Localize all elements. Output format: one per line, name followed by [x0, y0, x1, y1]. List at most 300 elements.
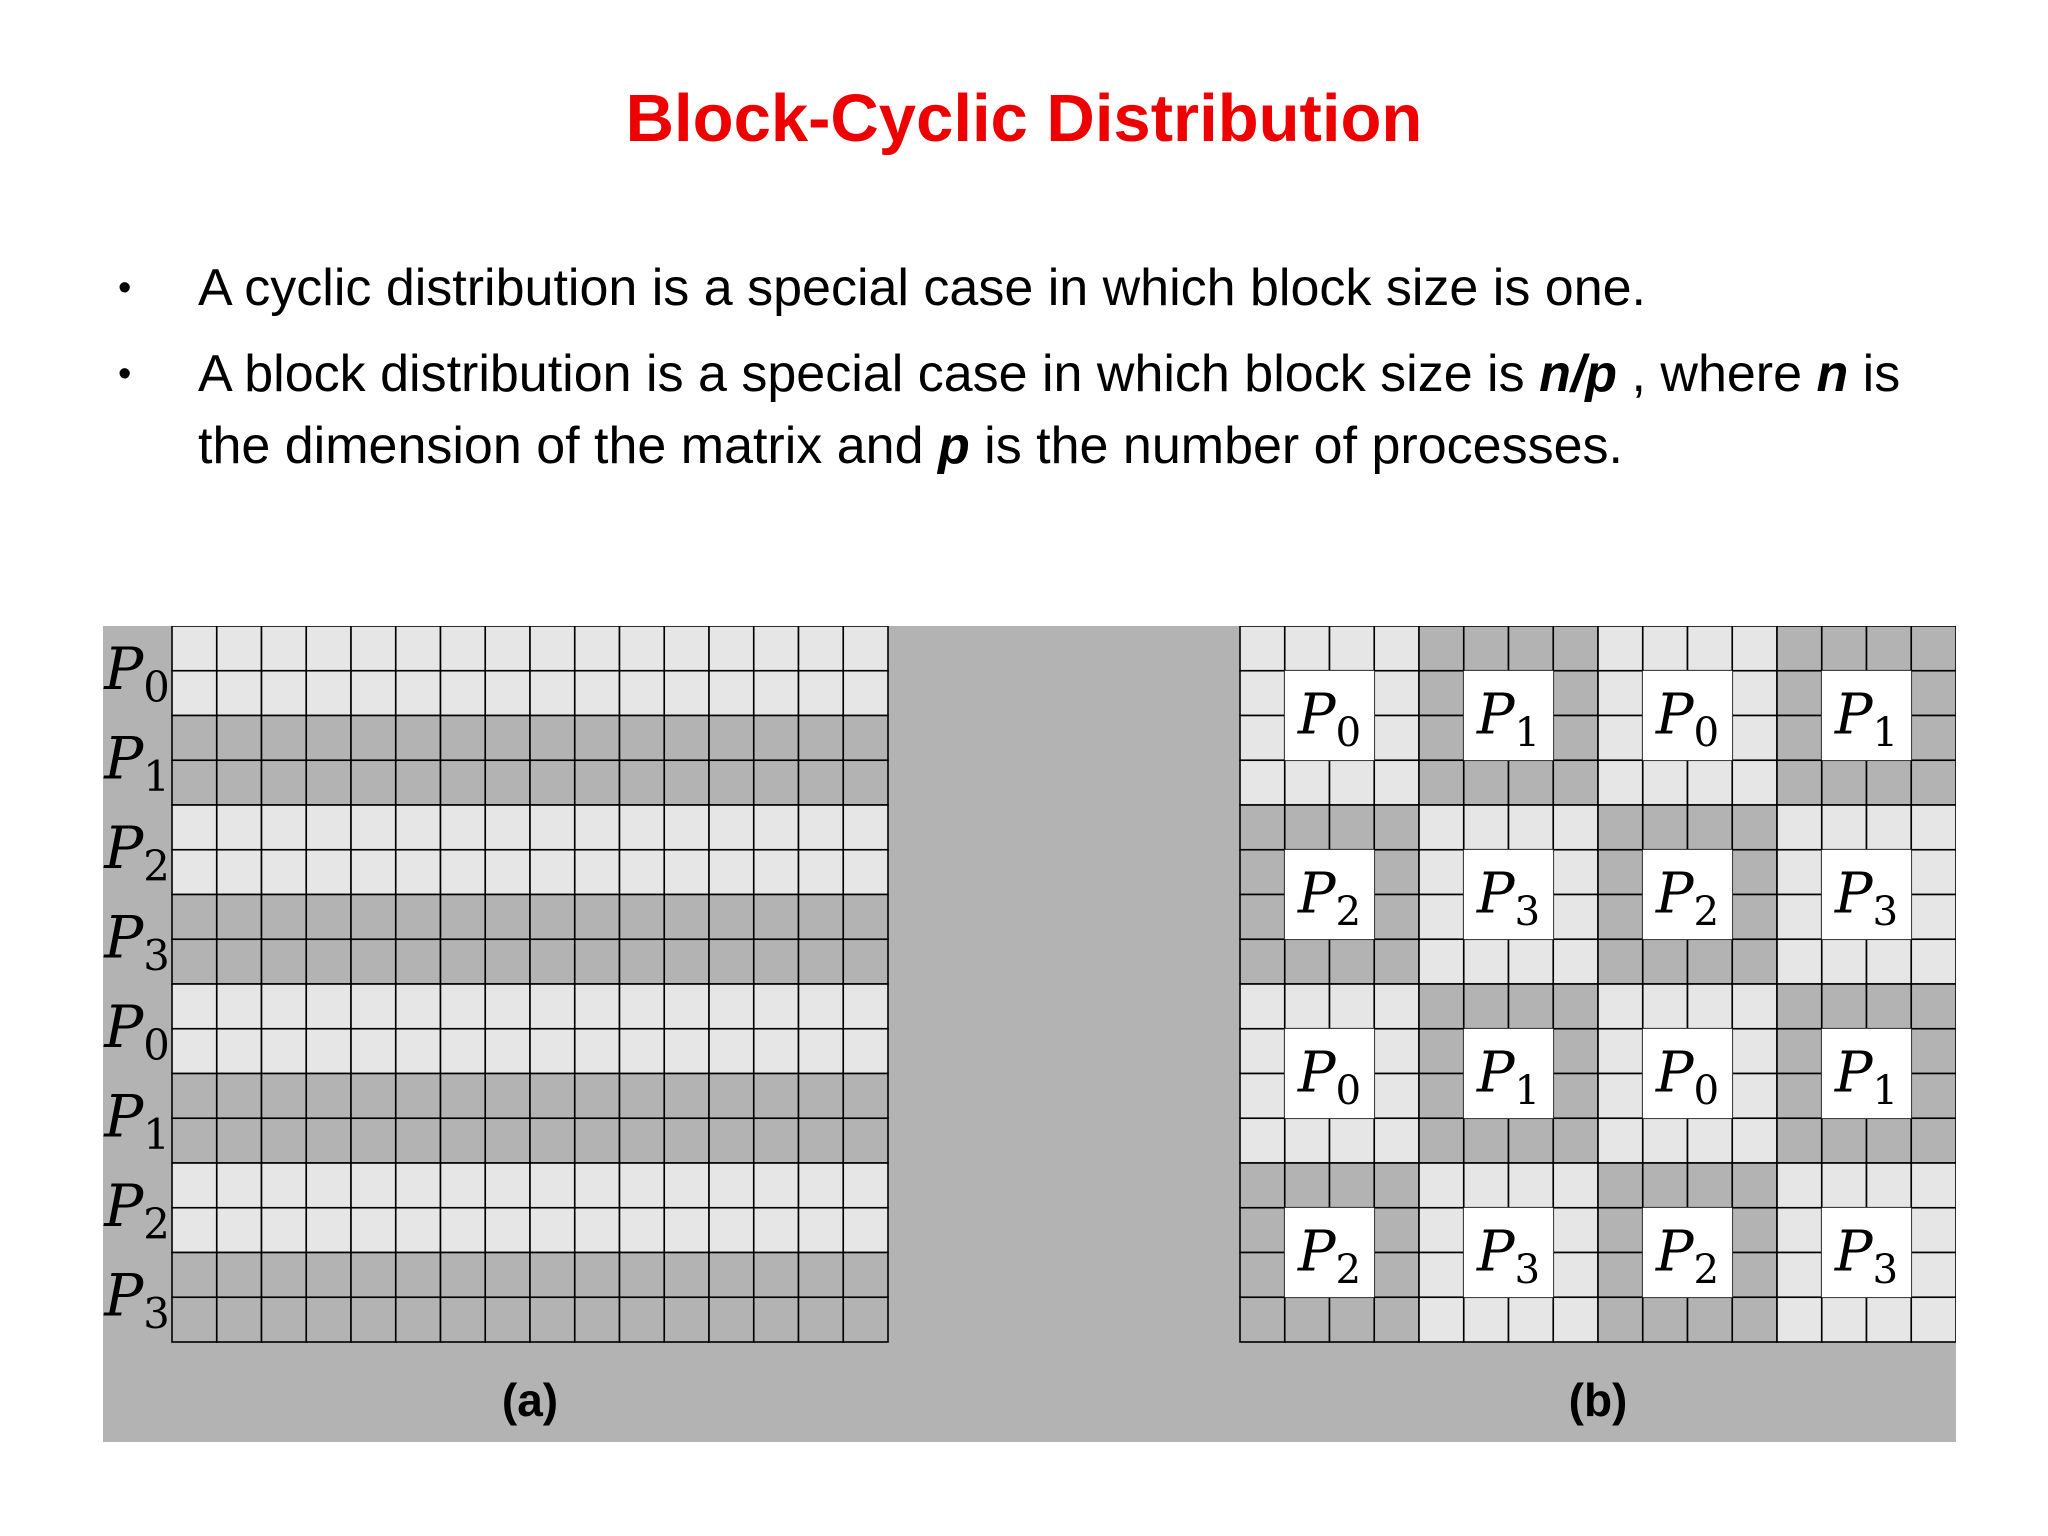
grid-cell — [1867, 760, 1912, 805]
grid-cell — [1374, 760, 1419, 805]
process-label: $P_0$ — [1655, 682, 1720, 756]
grid-cell — [1598, 1253, 1643, 1298]
grid-cell — [262, 850, 307, 895]
grid-cell — [1598, 939, 1643, 984]
grid-cell — [1509, 1297, 1554, 1342]
grid-cell — [530, 1253, 575, 1298]
grid-cell — [172, 1253, 217, 1298]
grid-cell — [1688, 805, 1733, 850]
grid-cell — [172, 760, 217, 805]
grid-cell — [799, 1253, 844, 1298]
grid-cell — [1374, 1208, 1419, 1253]
grid-cell — [620, 1297, 665, 1342]
grid-cell — [1732, 716, 1777, 761]
process-label: $P_3$ — [1834, 1219, 1899, 1293]
grid-cell — [1553, 626, 1598, 671]
grid-cell — [575, 805, 620, 850]
grid-cell — [664, 760, 709, 805]
grid-cell — [1911, 1297, 1956, 1342]
grid-cell — [351, 1118, 396, 1163]
grid-cell — [1240, 671, 1285, 716]
grid-cell — [1643, 984, 1688, 1029]
bullet-text-part: A cyclic distribution is a special case in which block size is one. — [198, 259, 1646, 317]
grid-cell — [396, 939, 441, 984]
process-label: $P_3$ — [104, 903, 170, 981]
grid-cell — [1911, 760, 1956, 805]
grid-cell — [575, 671, 620, 716]
distribution-diagram — [103, 626, 1956, 1442]
grid-cell — [530, 760, 575, 805]
grid-cell — [396, 1074, 441, 1119]
grid-cell — [1285, 760, 1330, 805]
grid-cell — [262, 1029, 307, 1074]
grid-cell — [396, 671, 441, 716]
grid-cell — [620, 1118, 665, 1163]
grid-cell — [351, 1029, 396, 1074]
grid-cell — [843, 1074, 888, 1119]
grid-cell — [1240, 939, 1285, 984]
grid-cell — [396, 895, 441, 940]
grid-cell — [1330, 1163, 1375, 1208]
grid-cell — [754, 1163, 799, 1208]
grid-cell — [1822, 939, 1867, 984]
grid-cell — [262, 984, 307, 1029]
grid-cell — [620, 716, 665, 761]
grid-cell — [485, 805, 530, 850]
grid-cell — [1732, 1208, 1777, 1253]
grid-cell — [1867, 805, 1912, 850]
grid-cell — [664, 1029, 709, 1074]
grid-cell — [485, 1029, 530, 1074]
grid-cell — [1285, 1118, 1330, 1163]
grid-cell — [1240, 1163, 1285, 1208]
grid-cell — [306, 626, 351, 671]
grid-cell — [1777, 1208, 1822, 1253]
grid-cell — [843, 1163, 888, 1208]
grid-cell — [217, 1029, 262, 1074]
grid-cell — [1911, 805, 1956, 850]
grid-cell — [575, 984, 620, 1029]
grid-cell — [1374, 805, 1419, 850]
grid-cell — [709, 671, 754, 716]
grid-cell — [1240, 1253, 1285, 1298]
process-label: $P_3$ — [104, 1261, 170, 1339]
process-label: $P_1$ — [104, 1082, 170, 1160]
grid-cell — [262, 939, 307, 984]
grid-cell — [262, 1163, 307, 1208]
grid-cell — [709, 716, 754, 761]
grid-cell — [1553, 1029, 1598, 1074]
grid-cell — [306, 1118, 351, 1163]
grid-cell — [843, 1208, 888, 1253]
grid-cell — [262, 1208, 307, 1253]
grid-cell — [1419, 1253, 1464, 1298]
grid-cell — [1598, 850, 1643, 895]
grid-cell — [1330, 760, 1375, 805]
panel-b-block-cyclic-distribution — [1240, 626, 1956, 1426]
grid-cell — [217, 1297, 262, 1342]
grid-cell — [1732, 1163, 1777, 1208]
grid-cell — [1867, 1297, 1912, 1342]
grid-cell — [843, 1297, 888, 1342]
grid-cell — [1911, 984, 1956, 1029]
grid-cell — [1732, 939, 1777, 984]
grid-cell — [799, 1074, 844, 1119]
grid-cell — [1419, 1118, 1464, 1163]
grid-cell — [1911, 716, 1956, 761]
grid-cell — [172, 805, 217, 850]
grid-cell — [709, 1074, 754, 1119]
grid-cell — [799, 850, 844, 895]
grid-cell — [1240, 895, 1285, 940]
grid-cell — [620, 671, 665, 716]
grid-cell — [620, 626, 665, 671]
grid-cell — [1777, 626, 1822, 671]
grid-cell — [396, 1297, 441, 1342]
grid-cell — [172, 1074, 217, 1119]
grid-cell — [1509, 939, 1554, 984]
grid-cell — [664, 939, 709, 984]
grid-cell — [1240, 1297, 1285, 1342]
grid-cell — [1285, 1163, 1330, 1208]
grid-cell — [1374, 939, 1419, 984]
grid-cell — [709, 760, 754, 805]
grid-cell — [1777, 716, 1822, 761]
grid-cell — [575, 760, 620, 805]
grid-cell — [485, 984, 530, 1029]
grid-cell — [1598, 626, 1643, 671]
grid-cell — [843, 671, 888, 716]
grid-cell — [485, 1253, 530, 1298]
grid-cell — [1240, 1208, 1285, 1253]
grid-cell — [754, 626, 799, 671]
grid-cell — [172, 716, 217, 761]
grid-cell — [1777, 984, 1822, 1029]
grid-cell — [396, 1208, 441, 1253]
grid-cell — [1464, 1118, 1509, 1163]
grid-cell — [799, 1118, 844, 1163]
grid-cell — [530, 1118, 575, 1163]
grid-cell — [799, 895, 844, 940]
grid-cell — [351, 1208, 396, 1253]
grid-cell — [754, 1074, 799, 1119]
grid-cell — [1330, 626, 1375, 671]
grid-cell — [1240, 1118, 1285, 1163]
grid-cell — [262, 760, 307, 805]
grid-cell — [217, 716, 262, 761]
grid-cell — [217, 805, 262, 850]
grid-cell — [306, 895, 351, 940]
grid-cell — [620, 760, 665, 805]
grid-cell — [1285, 805, 1330, 850]
bullet-list — [118, 252, 1968, 496]
grid-cell — [1598, 984, 1643, 1029]
grid-cell — [485, 716, 530, 761]
grid-cell — [664, 1074, 709, 1119]
bullet-dot-icon: • — [118, 353, 132, 395]
panel-a-caption: (a) — [501, 1374, 559, 1426]
grid-cell — [709, 850, 754, 895]
grid-cell — [1822, 805, 1867, 850]
grid-cell — [1777, 895, 1822, 940]
grid-cell — [1553, 671, 1598, 716]
grid-cell — [1732, 1029, 1777, 1074]
grid-cell — [441, 850, 486, 895]
grid-cell — [843, 805, 888, 850]
grid-cell — [1732, 1118, 1777, 1163]
grid-cell — [1643, 1163, 1688, 1208]
bullet-item — [118, 338, 1968, 482]
grid-cell — [306, 1208, 351, 1253]
emphasis-term: n — [1816, 345, 1849, 403]
grid-cell — [1419, 1074, 1464, 1119]
grid-cell — [351, 984, 396, 1029]
grid-cell — [441, 1163, 486, 1208]
grid-cell — [1553, 939, 1598, 984]
process-label: $P_2$ — [104, 813, 170, 891]
grid-cell — [575, 1297, 620, 1342]
grid-cell — [754, 895, 799, 940]
grid-cell — [1732, 1297, 1777, 1342]
process-label: $P_2$ — [1297, 1219, 1362, 1293]
grid-cell — [1777, 1074, 1822, 1119]
grid-cell — [485, 1208, 530, 1253]
process-label: $P_0$ — [1297, 682, 1362, 756]
grid-cell — [1374, 984, 1419, 1029]
grid-cell — [709, 1208, 754, 1253]
grid-cell — [1911, 1253, 1956, 1298]
grid-cell — [485, 1074, 530, 1119]
grid-cell — [485, 1297, 530, 1342]
grid-cell — [1732, 895, 1777, 940]
grid-cell — [843, 984, 888, 1029]
grid-cell — [262, 1253, 307, 1298]
grid-cell — [351, 1074, 396, 1119]
grid-cell — [485, 1118, 530, 1163]
grid-cell — [530, 895, 575, 940]
process-label: $P_2$ — [1655, 1219, 1720, 1293]
grid-cell — [575, 1074, 620, 1119]
grid-cell — [1822, 1297, 1867, 1342]
grid-cell — [396, 626, 441, 671]
grid-cell — [1464, 626, 1509, 671]
grid-cell — [1374, 1074, 1419, 1119]
grid-cell — [1374, 895, 1419, 940]
grid-cell — [172, 1297, 217, 1342]
grid-cell — [1374, 1253, 1419, 1298]
grid-cell — [799, 984, 844, 1029]
grid-cell — [1911, 626, 1956, 671]
process-label: $P_1$ — [1476, 1040, 1541, 1114]
grid-cell — [485, 850, 530, 895]
grid-cell — [1419, 850, 1464, 895]
grid-cell — [620, 805, 665, 850]
grid-cell — [441, 939, 486, 984]
grid-cell — [799, 1029, 844, 1074]
grid-cell — [351, 805, 396, 850]
grid-cell — [530, 1208, 575, 1253]
grid-cell — [1777, 1029, 1822, 1074]
grid-cell — [441, 895, 486, 940]
grid-cell — [709, 626, 754, 671]
grid-cell — [843, 895, 888, 940]
grid-cell — [799, 1297, 844, 1342]
grid-cell — [172, 1163, 217, 1208]
grid-cell — [843, 760, 888, 805]
grid-cell — [754, 1029, 799, 1074]
grid-cell — [1911, 1029, 1956, 1074]
grid-cell — [1688, 760, 1733, 805]
grid-cell — [1374, 1029, 1419, 1074]
grid-cell — [1911, 1074, 1956, 1119]
grid-cell — [262, 671, 307, 716]
grid-cell — [1374, 850, 1419, 895]
grid-cell — [1464, 939, 1509, 984]
grid-cell — [351, 671, 396, 716]
grid-cell — [351, 895, 396, 940]
grid-cell — [1374, 716, 1419, 761]
grid-cell — [620, 1253, 665, 1298]
process-label: $P_3$ — [1476, 861, 1541, 935]
grid-cell — [1643, 1118, 1688, 1163]
process-label: $P_2$ — [1297, 861, 1362, 935]
grid-cell — [709, 1118, 754, 1163]
grid-cell — [530, 1074, 575, 1119]
grid-cell — [441, 1074, 486, 1119]
bullet-text-part: is the dimension of the matrix and — [198, 345, 1901, 475]
grid-cell — [485, 760, 530, 805]
grid-cell — [1732, 760, 1777, 805]
grid-cell — [1285, 1297, 1330, 1342]
grid-cell — [1777, 805, 1822, 850]
grid-cell — [799, 626, 844, 671]
grid-cell — [217, 1253, 262, 1298]
grid-cell — [172, 895, 217, 940]
bullet-dot-icon: • — [118, 267, 132, 309]
grid-cell — [306, 1074, 351, 1119]
emphasis-term: n/p — [1539, 345, 1618, 403]
grid-cell — [1732, 626, 1777, 671]
grid-cell — [530, 1163, 575, 1208]
grid-cell — [1240, 626, 1285, 671]
grid-cell — [1553, 1163, 1598, 1208]
grid-cell — [530, 716, 575, 761]
grid-cell — [1509, 626, 1554, 671]
grid-cell — [1777, 760, 1822, 805]
grid-cell — [1598, 1074, 1643, 1119]
grid-cell — [620, 1163, 665, 1208]
grid-cell — [1374, 626, 1419, 671]
grid-cell — [306, 939, 351, 984]
panel-b-caption: (b) — [1568, 1374, 1628, 1426]
grid-cell — [1374, 671, 1419, 716]
grid-cell — [843, 1118, 888, 1163]
grid-cell — [396, 760, 441, 805]
grid-cell — [306, 716, 351, 761]
grid-cell — [262, 895, 307, 940]
grid-cell — [1419, 1208, 1464, 1253]
grid-cell — [664, 1163, 709, 1208]
grid-cell — [664, 671, 709, 716]
grid-cell — [1553, 1118, 1598, 1163]
grid-cell — [620, 850, 665, 895]
grid-cell — [754, 1118, 799, 1163]
grid-cell — [1911, 939, 1956, 984]
grid-cell — [172, 626, 217, 671]
grid-cell — [709, 895, 754, 940]
grid-cell — [1732, 671, 1777, 716]
grid-cell — [1688, 1118, 1733, 1163]
grid-cell — [1464, 760, 1509, 805]
grid-cell — [441, 760, 486, 805]
grid-cell — [351, 1163, 396, 1208]
grid-cell — [217, 626, 262, 671]
grid-cell — [262, 1118, 307, 1163]
grid-cell — [1509, 1118, 1554, 1163]
grid-cell — [664, 984, 709, 1029]
grid-cell — [1553, 850, 1598, 895]
grid-cell — [1688, 626, 1733, 671]
grid-cell — [441, 805, 486, 850]
grid-cell — [1553, 760, 1598, 805]
grid-cell — [441, 1118, 486, 1163]
grid-cell — [1509, 984, 1554, 1029]
grid-cell — [799, 671, 844, 716]
grid-cell — [530, 850, 575, 895]
grid-cell — [1777, 1118, 1822, 1163]
grid-cell — [1419, 895, 1464, 940]
grid-cell — [396, 850, 441, 895]
grid-cell — [262, 626, 307, 671]
grid-cell — [843, 850, 888, 895]
grid-cell — [575, 716, 620, 761]
grid-cell — [441, 671, 486, 716]
grid-cell — [530, 805, 575, 850]
grid-cell — [441, 984, 486, 1029]
grid-cell — [664, 1118, 709, 1163]
grid-cell — [1464, 984, 1509, 1029]
process-label: $P_0$ — [1297, 1040, 1362, 1114]
grid-cell — [1330, 1297, 1375, 1342]
grid-cell — [217, 850, 262, 895]
process-label: $P_1$ — [104, 724, 170, 802]
grid-cell — [1240, 1029, 1285, 1074]
grid-cell — [1643, 760, 1688, 805]
grid-cell — [1553, 895, 1598, 940]
grid-cell — [217, 1074, 262, 1119]
grid-cell — [1688, 1163, 1733, 1208]
grid-cell — [709, 1163, 754, 1208]
process-label: $P_2$ — [104, 1171, 170, 1249]
grid-cell — [575, 1208, 620, 1253]
grid-cell — [530, 984, 575, 1029]
grid-cell — [1330, 805, 1375, 850]
grid-cell — [1285, 984, 1330, 1029]
grid-cell — [351, 760, 396, 805]
grid-cell — [799, 805, 844, 850]
grid-cell — [485, 1163, 530, 1208]
grid-cell — [1598, 760, 1643, 805]
grid-cell — [754, 939, 799, 984]
grid-cell — [1330, 1118, 1375, 1163]
grid-cell — [306, 760, 351, 805]
grid-cell — [441, 1208, 486, 1253]
grid-cell — [664, 1297, 709, 1342]
grid-cell — [1374, 1163, 1419, 1208]
grid-cell — [1911, 1208, 1956, 1253]
grid-cell — [351, 1297, 396, 1342]
grid-cell — [664, 1253, 709, 1298]
